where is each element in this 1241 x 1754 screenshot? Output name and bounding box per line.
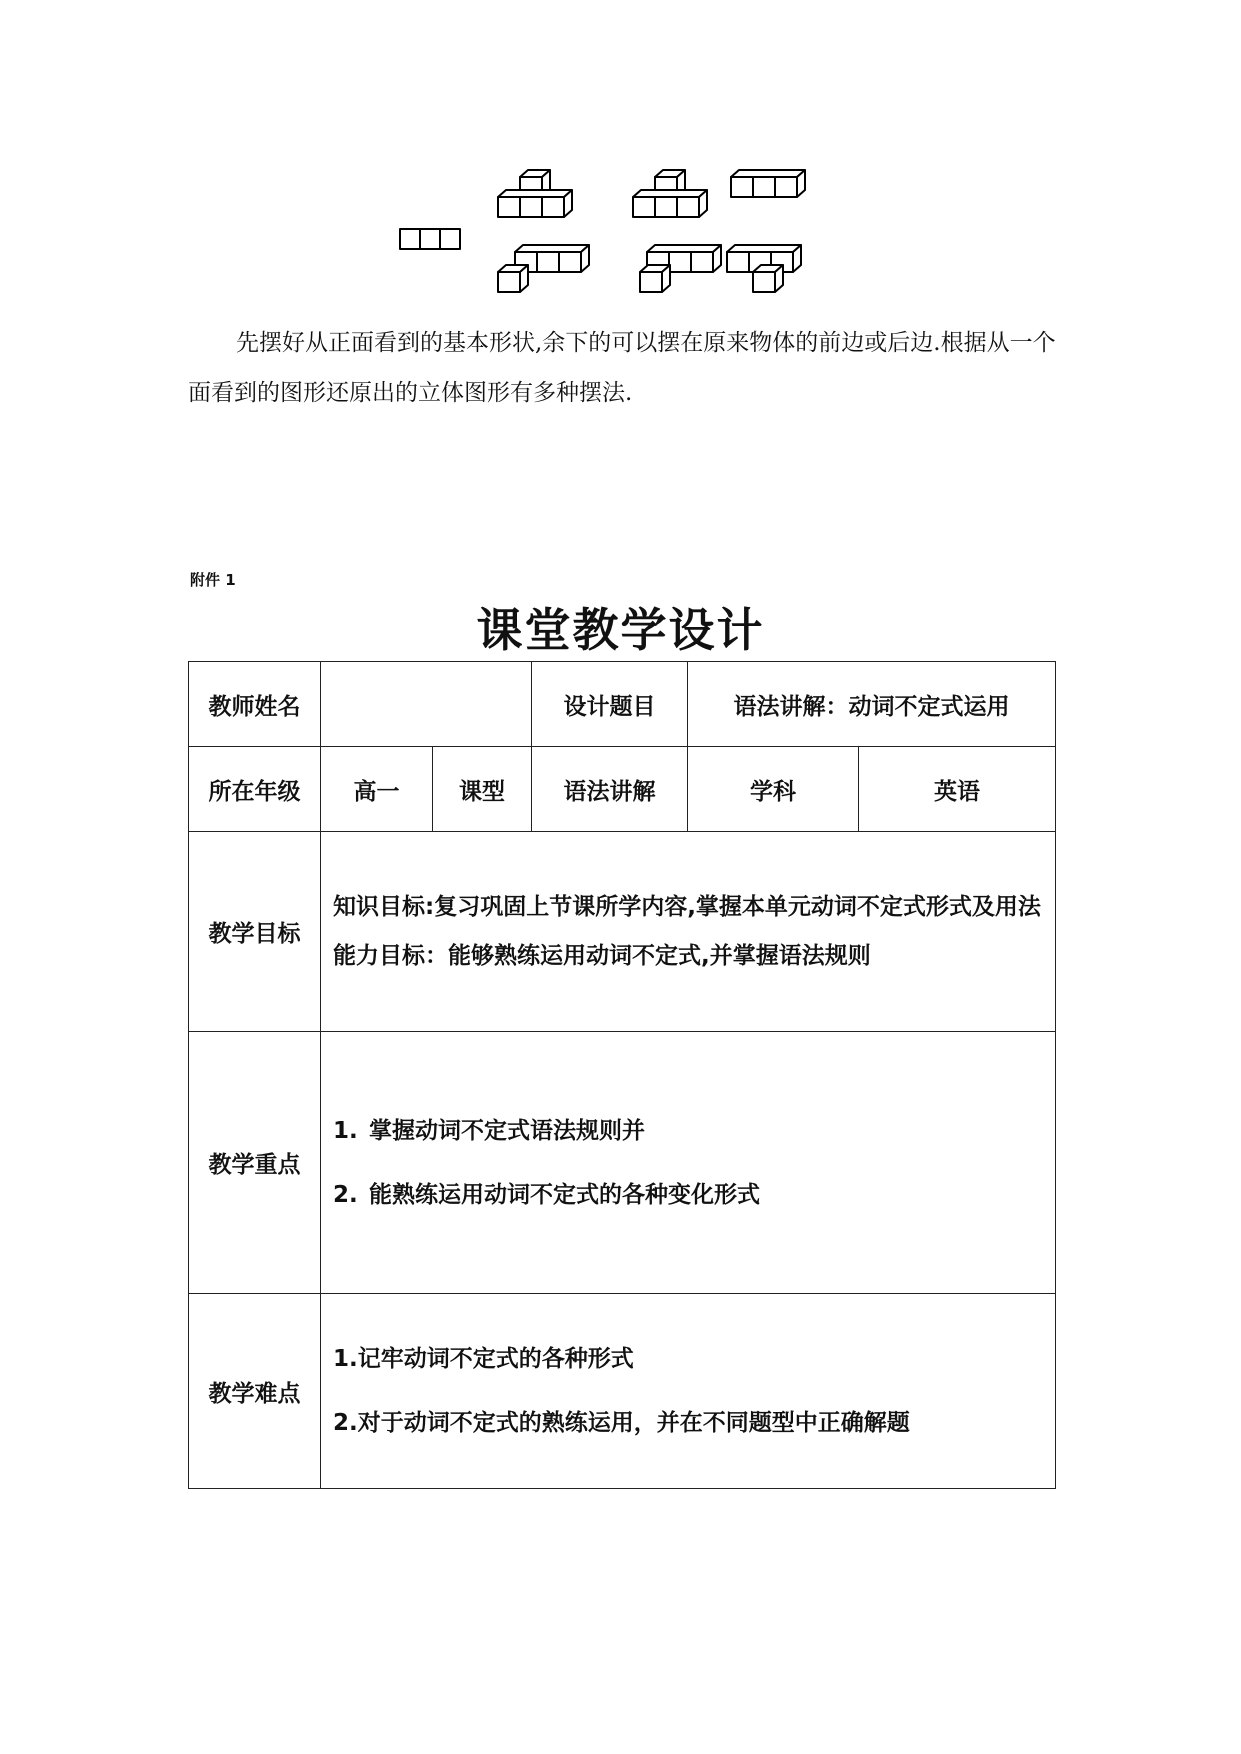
topic-label: 设计题目	[532, 662, 688, 747]
grade-value: 高一	[321, 747, 433, 832]
key-points-content	[321, 1032, 1056, 1294]
topic-value: 语法讲解：动词不定式运用	[688, 662, 1056, 747]
cube-figure-4	[498, 245, 589, 292]
lesson-type-value: 语法讲解	[532, 747, 688, 832]
cube-arrangement-figure	[395, 160, 915, 310]
lesson-type-label: 课型	[433, 747, 532, 832]
table-row	[189, 662, 1056, 747]
table-row	[189, 1294, 1056, 1489]
attachment-label: 附件 1	[190, 571, 236, 589]
difficulties-label: 教学难点	[189, 1294, 321, 1489]
objectives-label: 教学目标	[189, 832, 321, 1032]
front-view-squares	[400, 229, 460, 249]
list-item: 1. 掌握动词不定式语法规则并	[333, 1117, 645, 1144]
cube-figure-5	[640, 245, 721, 292]
objectives-content	[321, 832, 1056, 1032]
teacher-name-label: 教师姓名	[189, 662, 321, 747]
table-row	[189, 747, 1056, 832]
table-row	[189, 832, 1056, 1032]
subject-value: 英语	[859, 747, 1056, 832]
cube-figure-3	[731, 170, 805, 197]
table-row	[189, 1032, 1056, 1294]
cube-figure-6	[727, 245, 801, 292]
subject-label: 学科	[688, 747, 859, 832]
list-item: 2.对于动词不定式的熟练运用，并在不同题型中正确解题	[333, 1410, 910, 1436]
ability-objective: 能力目标：能够熟练运用动词不定式,并掌握语法规则	[333, 942, 871, 969]
list-item: 2. 能熟练运用动词不定式的各种变化形式	[333, 1181, 760, 1208]
knowledge-objective: 知识目标:复习巩固上节课所学内容,掌握本单元动词不定式形式及用法	[333, 893, 1041, 920]
key-points-label: 教学重点	[189, 1032, 321, 1294]
difficulties-content	[321, 1294, 1056, 1489]
lesson-design-table	[188, 661, 1056, 1489]
teacher-name-value	[321, 662, 532, 747]
grade-label: 所在年级	[189, 747, 321, 832]
cube-figure-1	[498, 170, 572, 217]
page-title: 课堂教学设计	[476, 603, 765, 657]
list-item: 1.记牢动词不定式的各种形式	[333, 1346, 634, 1372]
explanation-paragraph: 先摆好从正面看到的基本形状,余下的可以摆在原来物体的前边或后边.根据从一个面看到的图形还原出的立体图形有多种摆法.	[188, 330, 1056, 406]
cube-figure-2	[633, 170, 707, 217]
